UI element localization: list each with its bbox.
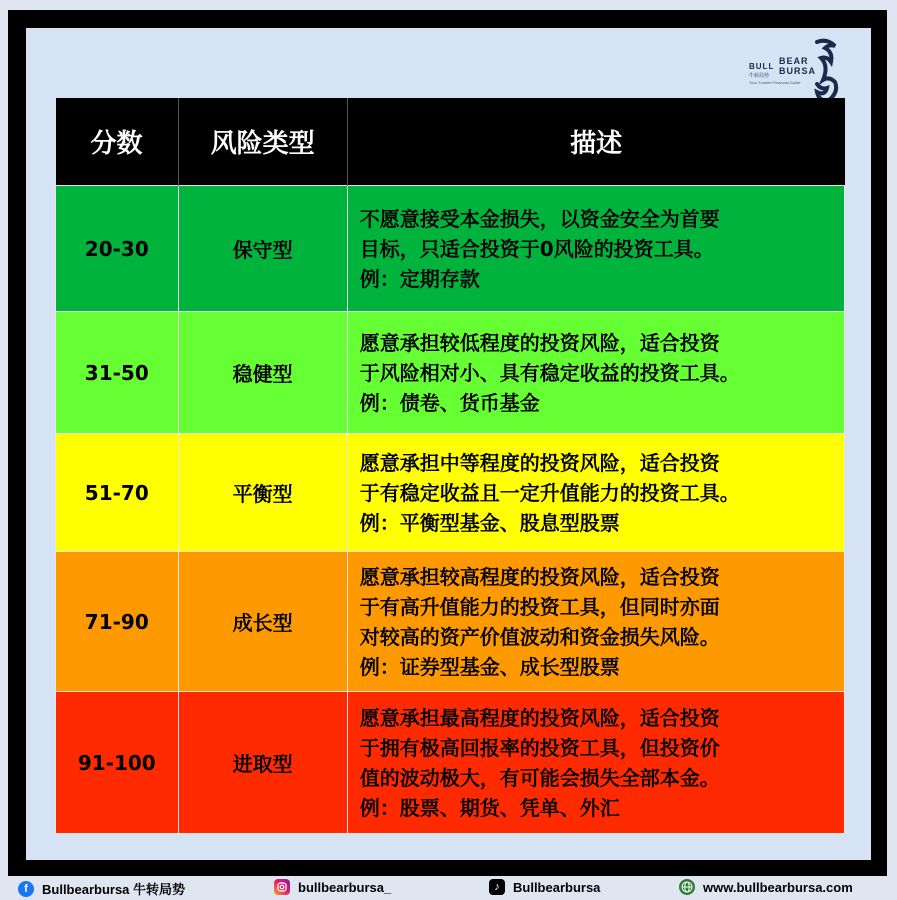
instagram-icon [274,879,290,895]
desc-line: 于有高升值能力的投资工具，但同时亦面 [359,594,720,619]
row-score: 31-50 [56,312,179,434]
table-row [56,552,845,692]
logo-bull-text: BULL [749,62,775,71]
table-row [56,692,845,834]
desc-line: 例：平衡型基金、股息型股票 [359,510,620,535]
desc-line: 于拥有极高回报率的投资工具，但投资价 [359,735,720,760]
desc-line: 目标，只适合投资于0风险的投资工具。 [359,236,714,261]
facebook-handle: Bullbearbursa 牛转局势 [42,882,186,897]
bull-horn-icon [809,36,847,106]
desc-line: 不愿意接受本金损失，以资金安全为首要 [359,206,720,231]
row-risk-type: 进取型 [178,692,347,834]
desc-line: 愿意承担较低程度的投资风险，适合投资 [359,330,720,355]
desc-line: 愿意承担较高程度的投资风险，适合投资 [359,564,720,589]
table-row [56,186,845,312]
desc-line: 愿意承担最高程度的投资风险，适合投资 [359,705,720,730]
table-header-row [56,98,845,186]
row-description [347,692,844,834]
row-risk-type: 稳健型 [178,312,347,434]
logo-chinese-text: 牛转局势 [749,73,770,79]
row-score: 71-90 [56,552,179,692]
desc-line: 愿意承担中等程度的投资风险，适合投资 [359,450,720,475]
instagram-handle: bullbearbursa_ [298,879,392,895]
desc-line: 例：债卷、货币基金 [359,390,540,415]
desc-line: 值的波动极大，有可能会损失全部本金。 [359,765,720,790]
header-description: 描述 [347,98,844,186]
bullbearbursa-logo [735,36,847,106]
header-risk-type: 风险类型 [178,98,347,186]
footer-website[interactable] [679,879,853,895]
row-risk-type: 成长型 [178,552,347,692]
tiktok-handle: Bullbearbursa [513,879,601,895]
globe-icon [679,879,695,895]
logo-bear-bursa-text: BEAR BURSA [779,56,817,76]
desc-line: 例：股票、期货、凭单、外汇 [359,795,620,820]
row-risk-type: 平衡型 [178,434,347,552]
desc-line: 例：证券型基金、成长型股票 [359,654,620,679]
desc-line: 例：定期存款 [359,266,480,291]
footer-instagram[interactable] [274,879,391,895]
website-url: www.bullbearbursa.com [703,879,853,895]
row-description [347,552,844,692]
footer-facebook[interactable] [18,879,185,898]
row-risk-type: 保守型 [178,186,347,312]
tiktok-icon: ♪ [489,879,505,895]
row-description [347,186,844,312]
row-score: 51-70 [56,434,179,552]
row-score: 20-30 [56,186,179,312]
row-description [347,434,844,552]
desc-line: 于风险相对小、具有稳定收益的投资工具。 [359,360,740,385]
header-score: 分数 [56,98,179,186]
facebook-icon: f [18,881,34,897]
social-footer [0,876,897,900]
row-score: 91-100 [56,692,179,834]
row-description [347,312,844,434]
desc-line: 于有稳定收益且一定升值能力的投资工具。 [359,480,740,505]
table-row [56,312,845,434]
risk-profile-table [55,98,845,834]
footer-tiktok[interactable] [489,879,600,895]
logo-tagline: Your Trusted Financial Guide [749,80,801,85]
table-row [56,434,845,552]
desc-line: 对较高的资产价值波动和资金损失风险。 [359,624,720,649]
